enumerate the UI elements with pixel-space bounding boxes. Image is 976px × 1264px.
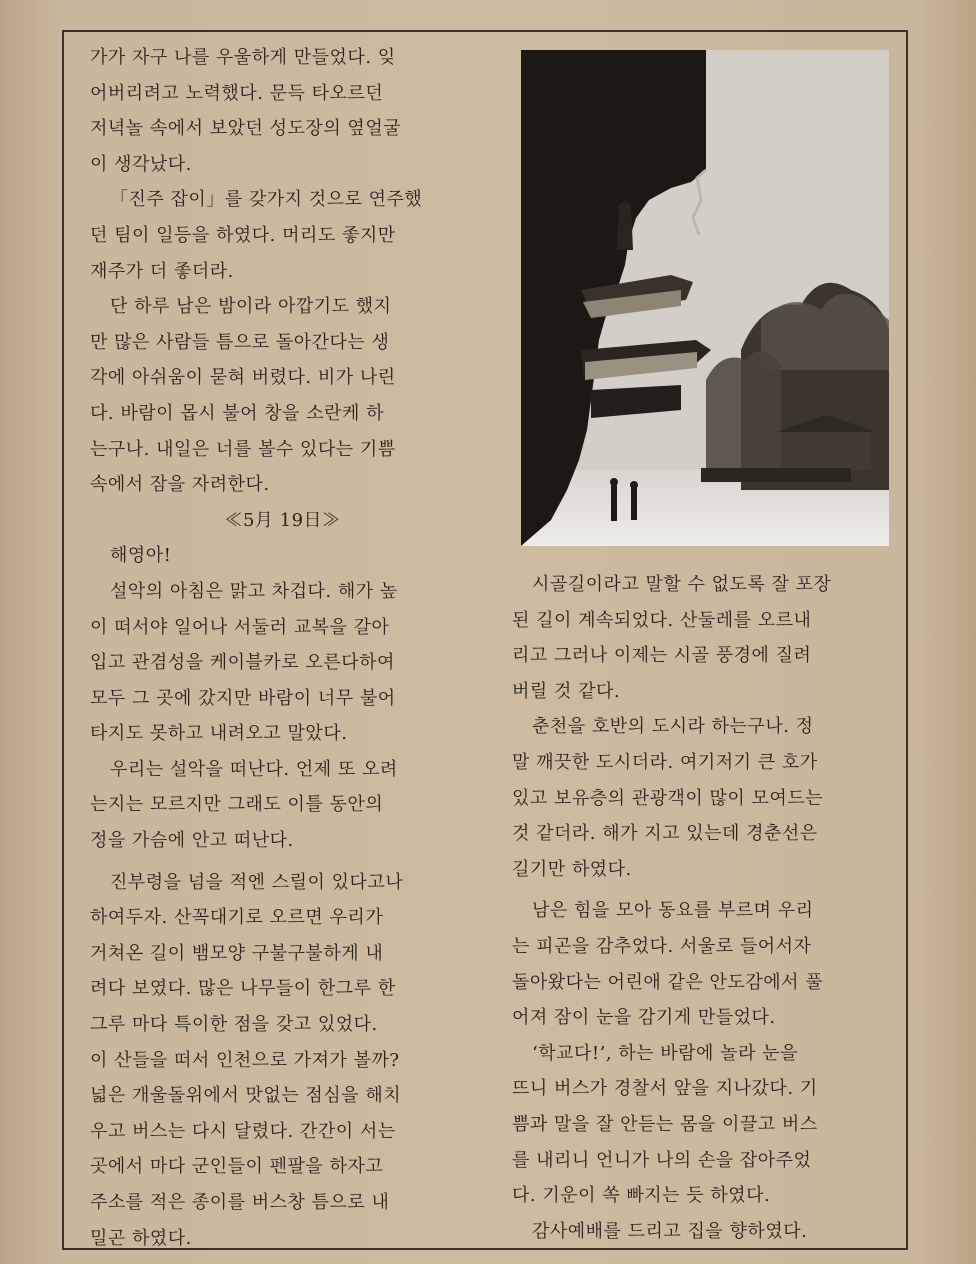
text-line: 가가 자구 나를 우울하게 만들었다. 잊 [90, 47, 396, 68]
text-line: 우고 버스는 다시 달렸다. 간간이 서는 [90, 1120, 396, 1142]
text-line: 하여두자. 산꼭대기로 오르면 우리가 [90, 907, 384, 929]
text-line: 감사예배를 드리고 집을 향하였다. [532, 1220, 808, 1242]
text-line: 우리는 설악을 떠난다. 언제 또 오려 [110, 758, 398, 780]
text-line: 던 팀이 일등을 하였다. 머리도 좋지만 [90, 224, 396, 246]
text-line: 뜨니 버스가 경찰서 앞을 지나갔다. 기 [512, 1078, 818, 1100]
right-text-column [512, 567, 897, 1249]
text-line: 것 같더라. 해가 지고 있는데 경춘선은 [512, 823, 818, 845]
text-line: 는지는 모르지만 그래도 이틀 동안의 [90, 794, 384, 816]
text-line: 려다 보였다. 많은 나무들이 한그루 한 [90, 978, 396, 1000]
text-line: 저녁놀 속에서 보았던 성도장의 옆얼굴 [90, 118, 402, 140]
text-line: 이 생각났다. [90, 153, 192, 175]
text-line: ≪5月 19日≫ [224, 509, 341, 531]
text-line: 주소를 적은 종이를 버스창 틈으로 내 [90, 1192, 390, 1213]
text-line: 단 하루 남은 밤이라 아깝기도 했지 [110, 296, 392, 318]
text-line: 다. 바람이 몹시 불어 창을 소란케 하 [90, 402, 384, 424]
text-line: 해영아! [110, 545, 172, 567]
left-text-column [90, 40, 475, 1256]
text-line: 를 내리니 언니가 나의 손을 잡아주었 [512, 1149, 812, 1171]
text-line: 이 떠서야 일어나 서둘러 교복을 갈아 [90, 616, 390, 638]
text-line: 시골길이라고 말할 수 없도록 잘 포장 [532, 574, 832, 595]
text-line: 어버리려고 노력했다. 문득 타오르던 [90, 82, 384, 104]
text-line: ‘학교다!’, 하는 바람에 놀라 눈을 [532, 1042, 798, 1064]
text-line: 길기만 하였다. [512, 858, 632, 880]
text-line: 춘천을 호반의 도시라 하는구나. 정 [532, 716, 814, 738]
text-line: 이 산들을 떠서 인천으로 가져가 볼까? [90, 1049, 400, 1071]
text-line: 진부령을 넘을 적엔 스릴이 있다고나 [110, 871, 404, 893]
text-line: 버릴 것 같다. [512, 680, 621, 702]
text-line: 모두 그 곳에 갔지만 바람이 너무 불어 [90, 687, 396, 709]
text-line: 있고 보유층의 관광객이 많이 모여드는 [512, 787, 824, 809]
text-line: 리고 그러나 이제는 시골 풍경에 질려 [512, 645, 812, 667]
text-line: 입고 관겸성을 케이블카로 오른다하여 [90, 652, 395, 674]
text-line: 재주가 더 좋더라. [90, 260, 234, 282]
text-line: 거쳐온 길이 뱀모양 구불구불하게 내 [90, 942, 384, 964]
text-line: 각에 아쉬움이 묻혀 버렸다. 비가 나린 [90, 367, 396, 389]
text-line: 곳에서 마다 군인들이 펜팔을 하자고 [90, 1156, 384, 1178]
text-line: 설악의 아침은 맑고 차겁다. 해가 높 [110, 580, 398, 602]
text-line: 넓은 개울돌위에서 맛없는 점심을 해치 [90, 1085, 402, 1107]
temple-pavilion-photo [521, 50, 889, 546]
text-line: 그루 마다 특이한 점을 갖고 있었다. [90, 1014, 378, 1036]
text-line: 말 깨끗한 도시더라. 여기저기 큰 호가 [512, 751, 818, 773]
text-line: 「진주 잡이」를 갖가지 것으로 연주했 [110, 189, 423, 211]
text-line: 쁨과 말을 잘 안듣는 몸을 이끌고 버스 [512, 1113, 818, 1135]
text-line: 는 피곤을 감추었다. 서울로 들어서자 [512, 935, 812, 957]
text-line: 다. 기운이 쏙 빠지는 듯 하였다. [512, 1185, 771, 1207]
text-line: 밀곤 하였다. [90, 1227, 192, 1249]
text-line: 된 길이 계속되었다. 산둘레를 오르내 [512, 609, 812, 631]
photo-graphic [521, 50, 889, 546]
text-line: 남은 힘을 모아 동요를 부르며 우리 [532, 900, 814, 922]
text-line: 정을 가슴에 안고 떠난다. [90, 830, 294, 852]
text-line: 속에서 잠을 자려한다. [90, 474, 270, 496]
text-line: 어져 잠이 눈을 감기게 만들었다. [512, 1007, 776, 1029]
text-line: 돌아왔다는 어린애 같은 안도감에서 풀 [512, 971, 824, 993]
text-line: 타지도 못하고 내려오고 말았다. [90, 723, 348, 745]
text-line: 는구나. 내일은 너를 볼수 있다는 기쁨 [90, 438, 396, 460]
text-line: 만 많은 사람들 틈으로 돌아간다는 생 [90, 331, 390, 353]
